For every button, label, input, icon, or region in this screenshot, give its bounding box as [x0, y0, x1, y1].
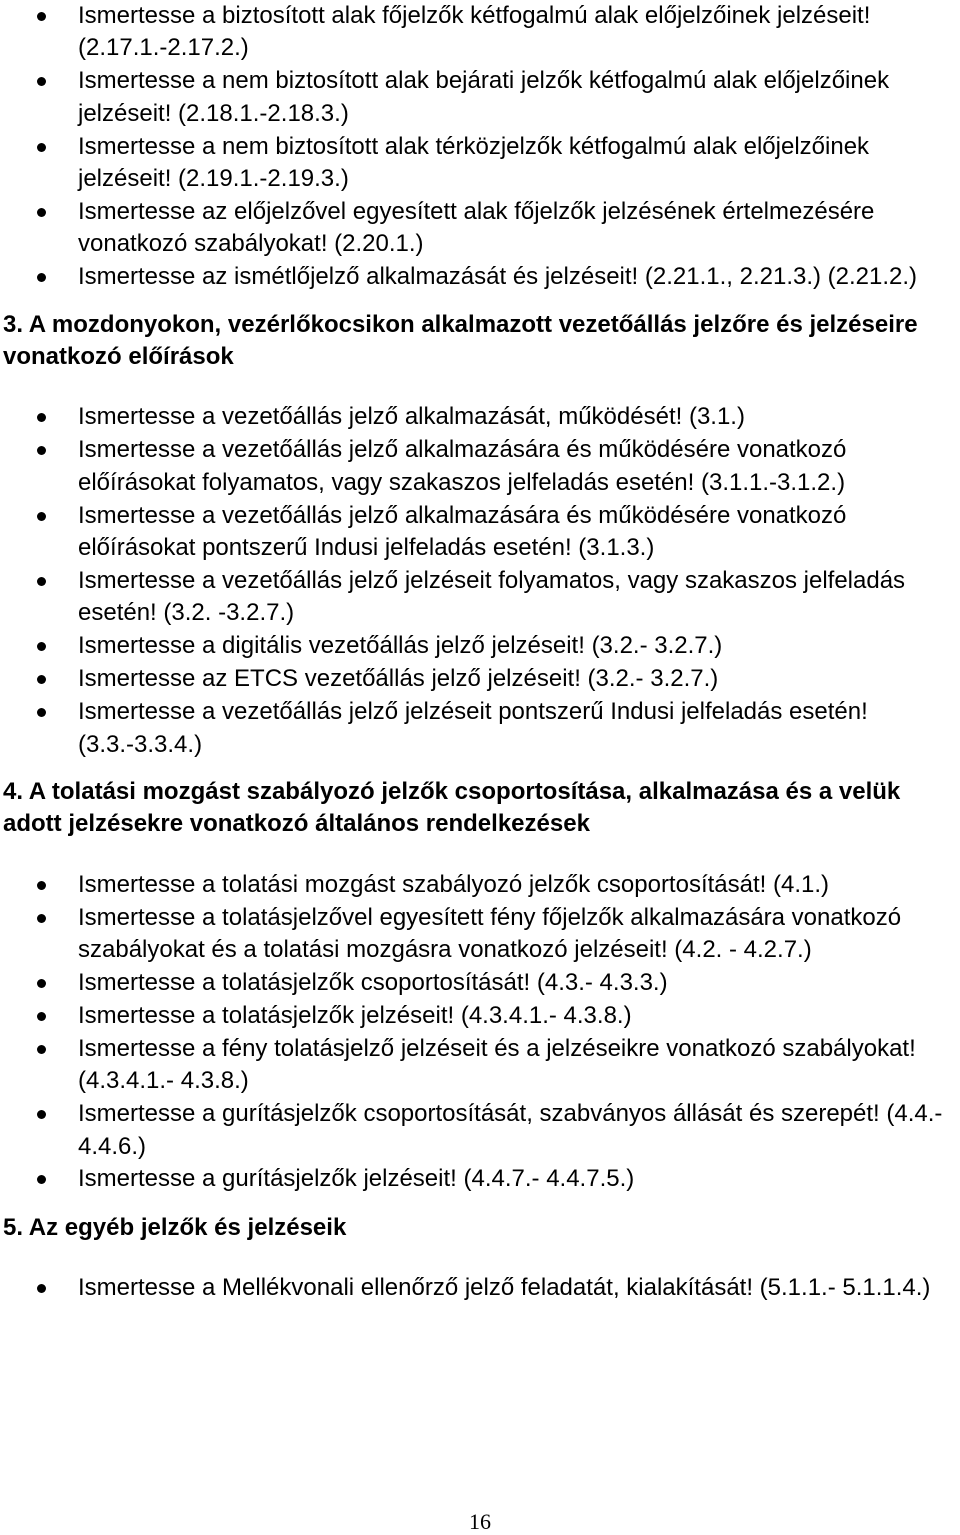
list-item-text: Ismertesse a digitális vezetőállás jelző jelzéseit! (3.2.- 3.2.7.): [78, 632, 723, 660]
page-number: 16: [469, 1509, 491, 1534]
list-item: [0, 1000, 960, 1032]
list-item: [0, 0, 960, 65]
bullet-icon: [37, 446, 46, 455]
list-item-text: Ismertesse a Mellékvonali ellenőrző jelző feladatát, kialakítását! (5.1.1.- 5.1.1.4.): [78, 1274, 931, 1302]
bullet-icon: [37, 708, 46, 717]
bullet-icon: [37, 77, 46, 86]
list-item-text: Ismertesse a vezetőállás jelző alkalmazására és működésére vonatkozó előírásokat pontszerű Indusi jelfeladás esetén! (3.1.3.): [78, 501, 847, 562]
list-item-text: Ismertesse a vezetőállás jelző alkalmazására és működésére vonatkozó előírásokat folyamatos, vagy szakaszos jelfeladás esetén! (3.1.1.-3.1.2.): [78, 436, 847, 496]
bullet-icon: [37, 1045, 46, 1054]
bullet-icon: [37, 914, 46, 923]
list-item-text: Ismertesse a biztosított alak főjelzők kétfogalmú alak előjelzőinek jelzéseit! (2.17.1.-2.17.2.): [78, 2, 871, 62]
list-item-text: Ismertesse a fény tolatásjelző jelzéseit és a jelzéseikre vonatkozó szabályokat! (4.3.4.1.- 4.3.8.): [78, 1034, 916, 1095]
list-item: [0, 1098, 960, 1163]
bullet-icon: [37, 273, 46, 282]
bullet-icon: [37, 143, 46, 152]
list-item-text: Ismertesse a tolatásjelzők jelzéseit! (4.3.4.1.- 4.3.8.): [78, 1001, 632, 1029]
bullet-icon: [37, 208, 46, 217]
list-item-text: Ismertesse a vezetőállás jelző jelzéseit pontszerű Indusi jelfeladás esetén! (3.3.-3.3.4.): [78, 698, 868, 758]
list-item-text: Ismertesse a vezetőállás jelző alkalmazását, működését! (3.1.): [78, 403, 745, 431]
list-item: [0, 434, 960, 499]
list-item-text: Ismertesse a tolatásjelzővel egyesített fény főjelzők alkalmazására vonatkozó szabályokat és a tolatási mozgásra vonatkozó jelzéseit! (4.2. - 4.2.7.): [78, 903, 902, 964]
list-item-text: Ismertesse az előjelzővel egyesített alak főjelzők jelzésének értelmezésére vonatkozó szabályokat! (2.20.1.): [78, 197, 875, 258]
list-item: [0, 196, 960, 261]
bullet-icon: [37, 577, 46, 586]
list-item: [0, 663, 960, 695]
list-item: [0, 696, 960, 761]
bullet-icon: [37, 12, 46, 21]
list-item: [0, 565, 960, 630]
bullet-icon: [37, 642, 46, 651]
section-4-list: [0, 869, 960, 1196]
list-item-text: Ismertesse a vezetőállás jelző jelzéseit folyamatos, vagy szakaszos jelfeladás esetén! (3.2. -3.2.7.): [78, 567, 906, 627]
bullet-icon: [37, 1175, 46, 1184]
list-item: [0, 131, 960, 196]
bullet-icon: [37, 675, 46, 684]
bullet-icon: [37, 1110, 46, 1119]
list-item-text: Ismertesse a gurításjelzők jelzéseit! (4.4.7.- 4.4.7.5.): [78, 1165, 635, 1193]
bullet-icon: [37, 881, 46, 890]
list-item: [0, 967, 960, 999]
bullet-icon: [37, 1012, 46, 1021]
list-item-text: Ismertesse a nem biztosított alak térközjelzők kétfogalmú alak előjelzőinek jelzéseit! (2.19.1.-2.19.3.): [78, 132, 870, 193]
list-item: [0, 869, 960, 901]
list-item-text: Ismertesse az ismétlőjelző alkalmazását és jelzéseit! (2.21.1., 2.21.3.) (2.21.2.): [78, 263, 918, 291]
list-item: [0, 1033, 960, 1098]
section-5-heading: 5. Az egyéb jelzők és jelzéseik: [3, 1213, 347, 1241]
bullet-icon: [37, 979, 46, 988]
list-item: [0, 630, 960, 662]
section-2-list: [0, 0, 960, 294]
section-3-heading: 3. A mozdonyokon, vezérlőkocsikon alkalmazott vezetőállás jelzőre és jelzéseire vonatkozó előírások: [3, 310, 918, 371]
list-item-text: Ismertesse a tolatásjelzők csoportosítását! (4.3.- 4.3.3.): [78, 968, 668, 996]
list-item: [0, 902, 960, 967]
list-item-text: Ismertesse a gurításjelzők csoportosítását, szabványos állását és szerepét! (4.4.- 4.4.6.): [78, 1100, 943, 1160]
list-item: [0, 261, 960, 293]
list-item: [0, 500, 960, 565]
list-item: [0, 401, 960, 433]
section-5-list: [0, 1272, 960, 1304]
bullet-icon: [37, 1284, 46, 1293]
bullet-icon: [37, 512, 46, 521]
list-item-text: Ismertesse a tolatási mozgást szabályozó jelzők csoportosítását! (4.1.): [78, 870, 829, 898]
bullet-icon: [37, 413, 46, 422]
list-item-text: Ismertesse a nem biztosított alak bejárati jelzők kétfogalmú alak előjelzőinek jelzéseit! (2.18.1.-2.18.3.): [78, 67, 890, 127]
list-item: [0, 1163, 960, 1195]
list-item: [0, 65, 960, 130]
section-4-heading: 4. A tolatási mozgást szabályozó jelzők csoportosítása, alkalmazása és a velük adott jelzésekre vonatkozó általános rendelkezések: [3, 777, 901, 838]
section-3-list: [0, 401, 960, 760]
list-item-text: Ismertesse az ETCS vezetőállás jelző jelzéseit! (3.2.- 3.2.7.): [78, 665, 719, 693]
list-item: [0, 1272, 960, 1304]
